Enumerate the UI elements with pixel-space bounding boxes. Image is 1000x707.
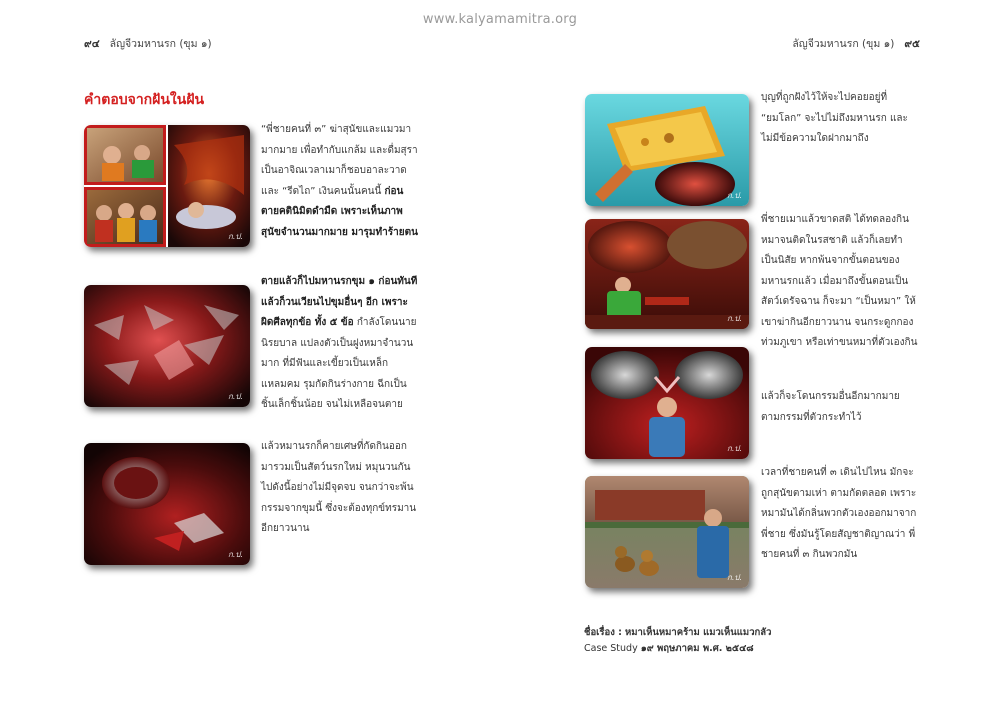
illustration-merit-yamaloka xyxy=(585,94,749,206)
image-signature: ก.ป. xyxy=(726,314,742,323)
left-text-block-1 xyxy=(261,120,418,243)
illustration-drinking-collage xyxy=(84,125,250,247)
right-text-1: บุญที่ถูกฝังไว้ให้จะไปคอยอยู่ที่ “ยมโลก” จะไปไม่ถึงมหานรก และไม่มีข้อความใดฝากมาถึง xyxy=(761,92,908,144)
image-signature: ก.ป. xyxy=(227,232,243,241)
left-text-1-normal: “พี่ชายคนที่ ๓” ฆ่าสุนัขและแมวมามากมาย เพื่อทำกับแกล้ม และดื่มสุราเป็นอาจิณเวลาเมาก็ชอบอาละวาดและ “รีดไถ” เงินคนนั้นคนนี้ xyxy=(261,124,418,197)
image-signature: ก.ป. xyxy=(726,191,742,200)
right-page-header xyxy=(792,35,920,52)
image-signature: ก.ป. xyxy=(726,573,742,582)
right-text-block-2 xyxy=(761,210,918,354)
section-title: คำตอบจากฝันในฝัน xyxy=(84,92,205,108)
left-page-number: ๙๔ xyxy=(84,38,100,50)
right-text-block-3 xyxy=(761,387,918,428)
karma-visions-art xyxy=(585,347,749,459)
watermark: www.kalyamamitra.org xyxy=(422,12,578,27)
man-dogs-art xyxy=(585,219,749,329)
left-text-3-normal: แล้วหมานรกก็คายเศษที่กัดกินออกมารวมเป็นสัตว์นรกใหม่ หมุนวนกันไปดังนี้อย่างไม่มีจุดจบ จนกว่าจะพ้นกรรมจากขุมนี้ ซึ่งจะต้องทุกข์ทรมานอีกยาวนาน xyxy=(261,441,417,534)
story-label: ชื่อเรื่อง : xyxy=(584,627,622,638)
story-title-line xyxy=(584,625,771,640)
left-page-header xyxy=(84,35,212,52)
right-text-3: แล้วก็จะโดนกรรมอื่นอีกมากมาย ตามกรรมที่ตัวกระทำไว้ xyxy=(761,391,900,423)
hell-dogs-art xyxy=(84,285,250,407)
right-page-number: ๙๕ xyxy=(904,38,920,50)
case-study-date: ๑๙ พฤษภาคม พ.ศ. ๒๕๔๘ xyxy=(640,643,754,654)
illustration-hell-rebirth xyxy=(84,443,250,565)
hell-rebirth-art xyxy=(84,443,250,565)
story-title: หมาเห็นหมาคร้าม แมวเห็นแมวกลัว xyxy=(625,627,772,638)
illustration-man-with-dogs xyxy=(585,219,749,329)
dogs-following-art xyxy=(585,476,749,588)
image-signature: ก.ป. xyxy=(726,444,742,453)
right-text-block-1 xyxy=(761,88,918,150)
illustration-hell-dogs-attack xyxy=(84,285,250,407)
right-text-4: เวลาที่ชายคนที่ ๓ เดินไปไหน มักจะถูกสุนัขตามเห่า ตามกัดตลอด เพราะหมามันได้กลิ่นพวกตัวเองออกมาจากพี่ชาย ซึ่งมันรู้โดยสัญชาติญาณว่า พี่ชายคนที่ ๓ กินพวกมัน xyxy=(761,467,917,560)
case-study-line xyxy=(584,641,754,656)
left-running-title: ลัญจีวมหานรก (ขุม ๑) xyxy=(109,38,212,50)
merit-art xyxy=(585,94,749,206)
right-text-block-4 xyxy=(761,463,918,566)
image-signature: ก.ป. xyxy=(227,392,243,401)
right-text-2: พี่ชายเมาแล้วขาดสติ ได้ทดลองกินหมาจนติดในรสชาติ แล้วก็เลยทำเป็นนิสัย หากพ้นจากขั้นตอนของมหานรกแล้ว เมื่อมาถึงขั้นตอนเป็นสัตว์เดรัจฉาน ก็จะมา “เป็นหมา” ให้เขาฆ่ากินอีกยาวนาน จนกระดูกกองท่วมภูเขา หรือเท่าขนหมาที่ตัวเองกิน xyxy=(761,214,918,348)
left-text-block-2 xyxy=(261,272,418,416)
left-text-1-bold: ก่อนตายคตินิมิตดำมืด เพราะเห็นภาพสุนัขจำนวนมากมาย มารุมทำร้ายตน xyxy=(261,185,418,238)
left-text-2-normal: กำลังโดนนายนิรยบาล แปลงตัวเป็นฝูงหมาจำนวนมาก ที่มีฟันและเขี้ยวเป็นเหล็กแหลมคม รุมกัดกินร่างกาย ฉีกเป็นชิ้นเล็กชิ้นน้อย จนไม่เหลือจนตาย xyxy=(261,317,417,410)
collage-art xyxy=(84,125,250,247)
image-signature: ก.ป. xyxy=(227,550,243,559)
case-study-label: Case Study xyxy=(584,643,638,654)
illustration-dogs-following-man xyxy=(585,476,749,588)
right-running-title: ลัญจีวมหานรก (ขุม ๑) xyxy=(792,38,895,50)
left-text-2-bold: ตายแล้วก็ไปมหานรกขุม ๑ ก่อนทันทีแล้วก็วนเวียนไปขุมอื่นๆ อีก เพราะผิดศีลทุกข้อ ทั้ง ๕ ข้อ xyxy=(261,276,418,328)
illustration-karma-visions xyxy=(585,347,749,459)
left-text-block-3 xyxy=(261,437,418,540)
